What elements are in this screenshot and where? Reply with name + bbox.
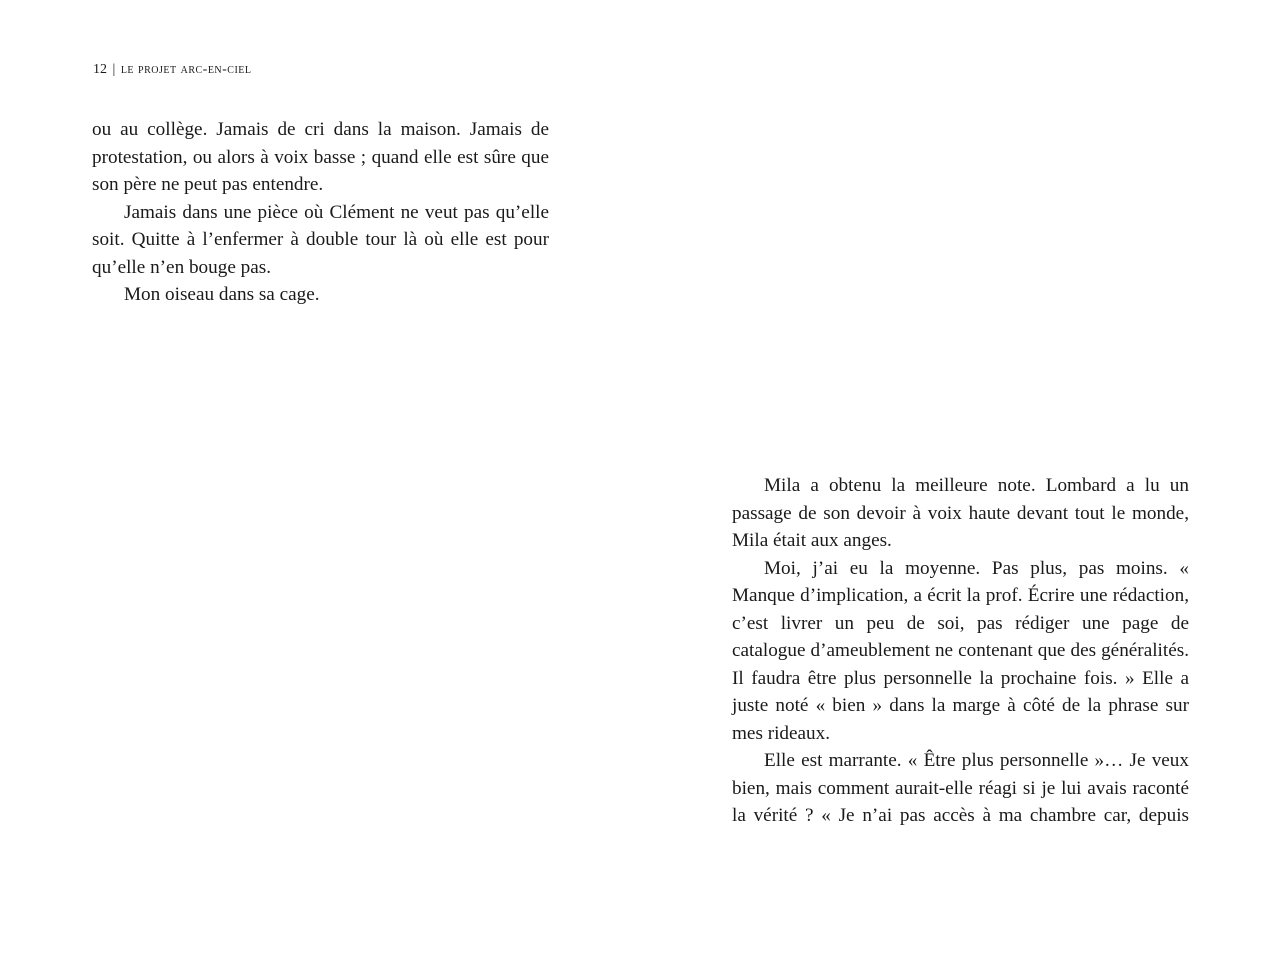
running-head bbox=[93, 61, 252, 79]
paragraph: Jamais dans une pièce où Clément ne veut pas qu’elle soit. Quitte à l’enfermer à double tour là où elle est pour qu’elle n’en bouge pas. bbox=[92, 201, 549, 278]
book-title: le projet arc-en-ciel bbox=[120, 62, 252, 77]
paragraph: Elle est marrante. « Être plus personnelle »… Je veux bien, mais comment aurait-elle réagi si je lui avais raconté la vérité ? « Je n’ai pas accès à ma chambre car, depuis bbox=[732, 750, 1189, 826]
paragraph: ou au collège. Jamais de cri dans la maison. Jamais de protestation, ou alors à voix basse ; quand elle est sûre que son père ne peut pas entendre. bbox=[92, 119, 549, 195]
right-text-block bbox=[732, 472, 1189, 830]
left-text-block bbox=[92, 116, 549, 309]
page-number: 12 bbox=[93, 62, 107, 77]
paragraph: Mila a obtenu la meilleure note. Lombard a lu un passage de son devoir à voix haute devant tout le monde, Mila était aux anges. bbox=[732, 475, 1189, 551]
right-page bbox=[640, 0, 1280, 960]
running-head-separator: | bbox=[112, 62, 116, 77]
paragraph: Mon oiseau dans sa cage. bbox=[124, 284, 320, 305]
paragraph: Moi, j’ai eu la moyenne. Pas plus, pas moins. « Manque d’implication, a écrit la prof. Écrire une rédaction, c’est livrer un peu de soi, pas rédiger une page de catalogue d’ameublement ne contenant que des généralités. Il faudra être plus personnelle la prochaine fois. » Elle a juste noté « bien » dans la marge à côté de la phrase sur mes rideaux. bbox=[732, 557, 1189, 744]
